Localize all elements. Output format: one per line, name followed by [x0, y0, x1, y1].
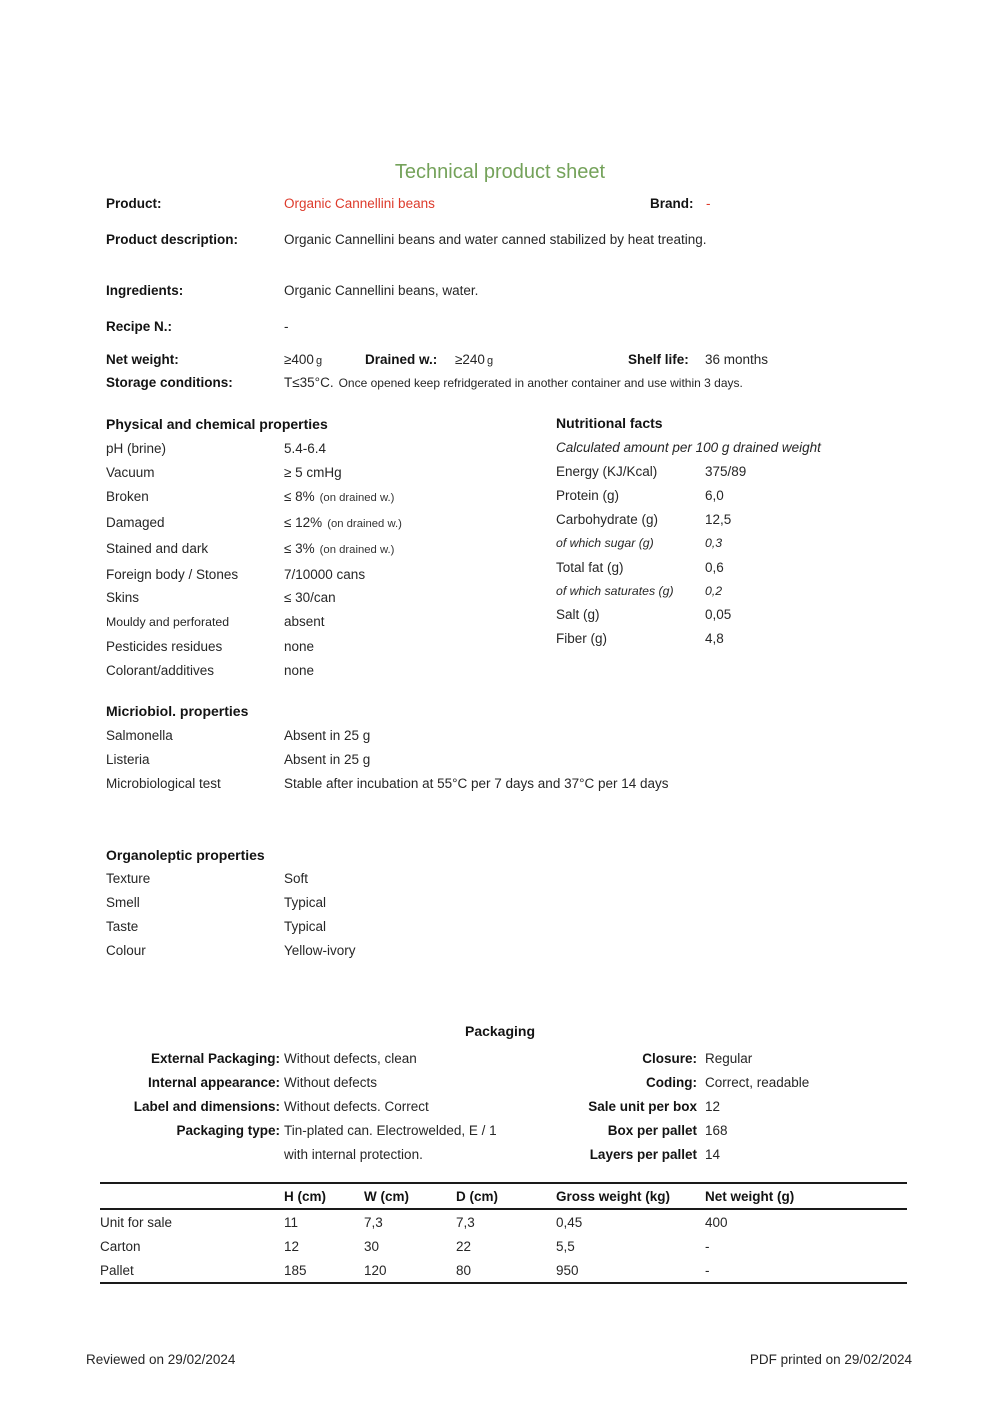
- storage-temperature: T≤35°C.: [284, 375, 334, 390]
- physical-row: [106, 537, 402, 563]
- row-label: Pesticides residues: [106, 639, 223, 655]
- nutrition-section: [556, 411, 821, 651]
- row-value: 7/10000 cans: [284, 566, 366, 582]
- row-label: Listeria: [106, 751, 150, 767]
- row-note: (on drained w.): [319, 543, 395, 556]
- row-label: Vacuum: [106, 464, 155, 480]
- organoleptic-row: [106, 939, 356, 963]
- row-label: Broken: [106, 488, 149, 504]
- row-value: ≤ 12%: [284, 514, 323, 530]
- microbio-section-title: Micriobiol. properties: [106, 703, 249, 719]
- row-label: Energy (KJ/Kcal): [556, 464, 658, 479]
- row-label: Carbohydrate (g): [556, 511, 659, 527]
- row-value: 0,6: [705, 559, 724, 575]
- row-value: 168: [705, 1122, 728, 1138]
- row-label: Mouldy and perforated: [106, 615, 230, 630]
- page-title: Technical product sheet: [394, 161, 606, 183]
- table-cell: 12: [284, 1238, 300, 1254]
- row-value: 375/89: [705, 464, 747, 479]
- row-label: Taste: [106, 918, 139, 934]
- recipe-value: -: [284, 319, 289, 334]
- table-row: [100, 1258, 907, 1283]
- description-label: Product description:: [106, 232, 239, 247]
- table-header-cell: Gross weight (kg): [556, 1188, 671, 1204]
- row-value: 6,0: [705, 487, 724, 503]
- row-value: 0,05: [705, 607, 732, 623]
- brand-label: Brand:: [650, 196, 694, 211]
- row-value: 14: [705, 1146, 721, 1162]
- packaging-row: [106, 1119, 497, 1143]
- row-value: Absent in 25 g: [284, 728, 371, 743]
- drained-weight-number: ≥240: [455, 352, 485, 367]
- nutrition-row: [556, 603, 821, 627]
- physical-row: [106, 563, 402, 587]
- table-cell: 5,5: [556, 1238, 575, 1254]
- table-cell: 120: [364, 1262, 387, 1278]
- row-label: Colour: [106, 942, 146, 958]
- row-value: ≤ 8%: [284, 488, 315, 504]
- dimensions-table: [100, 1182, 907, 1284]
- net-weight-unit: g: [315, 355, 323, 367]
- packaging-row: [450, 1071, 809, 1095]
- drained-weight-label: Drained w.:: [365, 352, 438, 367]
- drained-weight-value: [455, 352, 493, 367]
- row-label: Microbiological test: [106, 775, 221, 791]
- packaging-left-column: [106, 1047, 497, 1167]
- packaging-row: [106, 1143, 497, 1167]
- row-value: Correct, readable: [705, 1074, 810, 1090]
- row-label: Texture: [106, 871, 151, 886]
- row-note: (on drained w.): [319, 491, 395, 504]
- organoleptic-row: [106, 891, 356, 915]
- organoleptic-row: [106, 867, 356, 891]
- physical-section-title: Physical and chemical properties: [106, 416, 328, 432]
- brand-value: -: [706, 196, 711, 211]
- net-weight-label: Net weight:: [106, 352, 179, 367]
- nutrition-subtitle: Calculated amount per 100 g drained weight: [556, 440, 821, 455]
- storage-label: Storage conditions:: [106, 375, 233, 390]
- row-value: Regular: [705, 1051, 753, 1066]
- table-header-cell: Net weight (g): [705, 1188, 795, 1204]
- description-value: Organic Cannellini beans and water canned stabilized by heat treating.: [284, 232, 707, 247]
- row-label: pH (brine): [106, 441, 167, 456]
- table-header-cell: [100, 1183, 284, 1209]
- packaging-section-title: Packaging: [464, 1023, 536, 1039]
- product-value: Organic Cannellini beans: [284, 196, 435, 211]
- row-value: ≤ 30/can: [284, 590, 336, 606]
- table-cell: 11: [284, 1214, 299, 1230]
- ingredients-label: Ingredients:: [106, 283, 184, 298]
- row-label: Coding:: [646, 1074, 697, 1090]
- footer-reviewed-date: Reviewed on 29/02/2024: [86, 1352, 236, 1367]
- storage-value: [284, 375, 743, 390]
- microbio-row: [106, 748, 669, 772]
- row-label: Protein (g): [556, 487, 620, 503]
- net-weight-number: ≥400: [284, 352, 314, 367]
- row-label: Smell: [106, 894, 140, 910]
- physical-row: [106, 461, 402, 485]
- physical-row: [106, 635, 402, 659]
- nutrition-row: [556, 580, 821, 604]
- row-label: Salmonella: [106, 728, 173, 743]
- packaging-row: [106, 1047, 497, 1071]
- table-cell: 0,45: [556, 1214, 583, 1230]
- organoleptic-section: [106, 843, 356, 963]
- row-label: Colorant/additives: [106, 663, 215, 679]
- table-cell: 950: [556, 1262, 579, 1278]
- table-cell: Pallet: [100, 1262, 134, 1278]
- row-note: (on drained w.): [327, 517, 402, 530]
- row-value: Tin-plated can. Electrowelded, E / 1: [284, 1122, 497, 1138]
- row-value: ≥ 5 cmHg: [284, 464, 342, 480]
- table-header-cell: W (cm): [364, 1188, 409, 1204]
- physical-row: [106, 485, 402, 511]
- table-header-cell: D (cm): [456, 1188, 499, 1204]
- row-value: 0,2: [705, 583, 723, 598]
- table-cell: 22: [456, 1238, 472, 1254]
- packaging-row: [450, 1047, 809, 1071]
- row-value: 12: [705, 1098, 721, 1114]
- product-label: Product:: [106, 196, 162, 211]
- row-value: Typical: [284, 894, 327, 910]
- storage-note: Once opened keep refridgerated in another container and use within 3 days.: [338, 376, 743, 390]
- packaging-right-column: [450, 1047, 809, 1167]
- nutrition-row: [556, 508, 821, 532]
- row-value: Yellow-ivory: [284, 942, 356, 958]
- packaging-row: [450, 1119, 809, 1143]
- row-value: none: [284, 639, 315, 655]
- physical-properties-section: [106, 411, 402, 683]
- shelf-life-value: 36 months: [705, 352, 769, 367]
- organoleptic-section-title: Organoleptic properties: [106, 847, 265, 863]
- table-row: [100, 1209, 907, 1234]
- table-cell: -: [705, 1262, 710, 1278]
- row-value: Without defects: [284, 1074, 378, 1090]
- row-label: External Packaging:: [150, 1051, 280, 1066]
- nutrition-row: [556, 627, 821, 651]
- row-label: Layers per pallet: [589, 1146, 697, 1162]
- net-weight-value: [284, 352, 322, 367]
- row-label: of which sugar (g): [556, 535, 654, 550]
- table-cell: 30: [364, 1238, 380, 1254]
- table-cell: 80: [456, 1262, 472, 1278]
- physical-row: [106, 511, 402, 537]
- row-value: with internal protection.: [284, 1146, 423, 1162]
- row-label: Stained and dark: [106, 540, 209, 556]
- row-value: Soft: [284, 871, 309, 886]
- row-value: 4,8: [705, 631, 724, 647]
- packaging-row: [106, 1071, 497, 1095]
- table-header-cell: H (cm): [284, 1188, 327, 1204]
- ingredients-value: Organic Cannellini beans, water.: [284, 283, 479, 298]
- row-value: 12,5: [705, 511, 732, 527]
- table-row: [100, 1234, 907, 1258]
- row-label: Foreign body / Stones: [106, 566, 239, 582]
- nutrition-row: [556, 460, 821, 484]
- nutrition-row: [556, 556, 821, 580]
- row-label: Box per pallet: [607, 1122, 697, 1138]
- row-label: Closure:: [642, 1051, 697, 1066]
- row-label: Salt (g): [556, 607, 600, 623]
- microbio-row: [106, 772, 669, 796]
- row-label: Total fat (g): [556, 559, 624, 575]
- row-value: ≤ 3%: [284, 540, 315, 556]
- row-value: Absent in 25 g: [284, 751, 371, 767]
- row-value: 5.4-6.4: [284, 441, 327, 456]
- physical-row: [106, 659, 402, 683]
- row-label: Label and dimensions:: [133, 1098, 280, 1114]
- row-value: Without defects, clean: [284, 1051, 417, 1066]
- row-value: Without defects. Correct: [284, 1098, 429, 1114]
- shelf-life-label: Shelf life:: [628, 352, 689, 367]
- organoleptic-row: [106, 915, 356, 939]
- table-cell: 7,3: [456, 1214, 475, 1230]
- nutrition-section-title: Nutritional facts: [556, 415, 663, 431]
- row-label: Internal appearance:: [147, 1074, 280, 1090]
- physical-row: [106, 586, 402, 610]
- physical-row: [106, 437, 402, 461]
- row-value: Stable after incubation at 55°C per 7 days and 37°C per 14 days: [284, 775, 669, 791]
- table-cell: 400: [705, 1214, 728, 1230]
- nutrition-row: [556, 484, 821, 508]
- microbio-row: [106, 724, 669, 748]
- row-value: none: [284, 663, 315, 679]
- table-header-row: [100, 1183, 907, 1209]
- row-value: Typical: [284, 918, 327, 934]
- row-label: of which saturates (g): [556, 583, 674, 598]
- drained-weight-unit: g: [486, 355, 494, 367]
- row-label: Packaging type:: [176, 1122, 280, 1138]
- table-cell: -: [705, 1238, 710, 1254]
- packaging-row: [450, 1143, 809, 1167]
- table-cell: Carton: [100, 1238, 141, 1254]
- row-label: Fiber (g): [556, 631, 608, 647]
- row-label: Sale unit per box: [588, 1098, 697, 1114]
- nutrition-row: [556, 532, 821, 556]
- packaging-row: [106, 1095, 497, 1119]
- row-label: Damaged: [106, 514, 165, 530]
- table-cell: 7,3: [364, 1214, 383, 1230]
- row-label: Skins: [106, 590, 140, 606]
- recipe-label: Recipe N.:: [106, 319, 173, 334]
- footer-printed-date: PDF printed on 29/02/2024: [749, 1352, 912, 1367]
- table-cell: Unit for sale: [100, 1214, 173, 1230]
- physical-row: [106, 610, 402, 635]
- microbio-section: [106, 699, 669, 796]
- packaging-row: [450, 1095, 809, 1119]
- row-value: absent: [284, 614, 325, 630]
- table-cell: 185: [284, 1262, 307, 1278]
- row-value: 0,3: [705, 535, 723, 550]
